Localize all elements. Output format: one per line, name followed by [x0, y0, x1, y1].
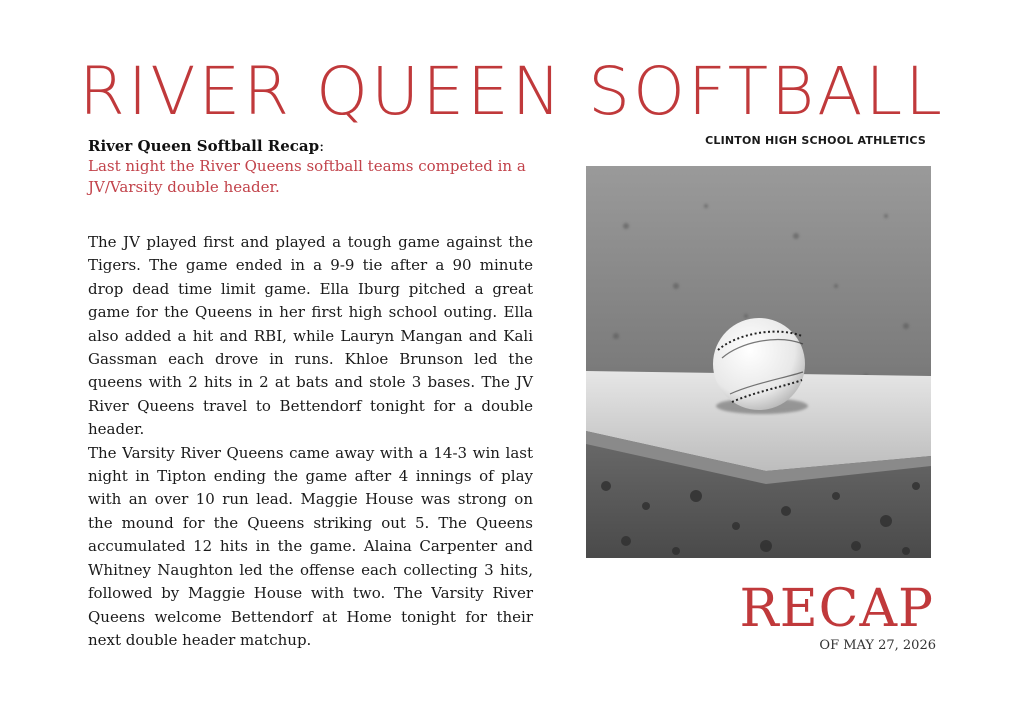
- school-label: CLINTON HIGH SCHOOL ATHLETICS: [705, 134, 926, 147]
- intro-text: Last night the River Queens softball teams competed in a JV/Varsity double header.: [88, 157, 526, 196]
- jv-paragraph: The JV played first and played a tough game against the Tigers. The game ended in a 9-9 tie after a 90 minute drop dead time limit game. Ella Iburg pitched a great game for the Queens in her first high school outing. Ella also added a hit and RBI, while Lauryn Mangan and Kali Gassman each drove in runs. Khloe Brunson led the queens with 2 hits in 2 at bats and stole 3 bases. The JV River Queens travel to Bettendorf tonight for a double header.: [88, 233, 533, 439]
- recap-date: OF MAY 27, 2026: [819, 638, 936, 653]
- recap-title: RECAP: [739, 579, 934, 639]
- article-body: [88, 231, 533, 652]
- softball-photo: [586, 166, 931, 558]
- recap-heading-colon: :: [319, 137, 325, 155]
- recap-heading: [88, 136, 324, 157]
- varsity-paragraph: The Varsity River Queens came away with a 14-3 win last night in Tipton ending the game after 4 innings of play with an over 10 run lead. Maggie House was strong on the mound for the Queens striking out 5. The Queens accumulated 12 hits in the game. Alaina Carpenter and Whitney Naughton led the offense each collecting 3 hits, followed by Maggie House with two. The Varsity River Queens welcome Bettendorf at Home tonight for their next double header matchup.: [88, 443, 533, 649]
- banner-title: RIVER QUEEN SOFTBALL: [79, 53, 945, 130]
- recap-heading-bold: River Queen Softball Recap: [88, 137, 320, 155]
